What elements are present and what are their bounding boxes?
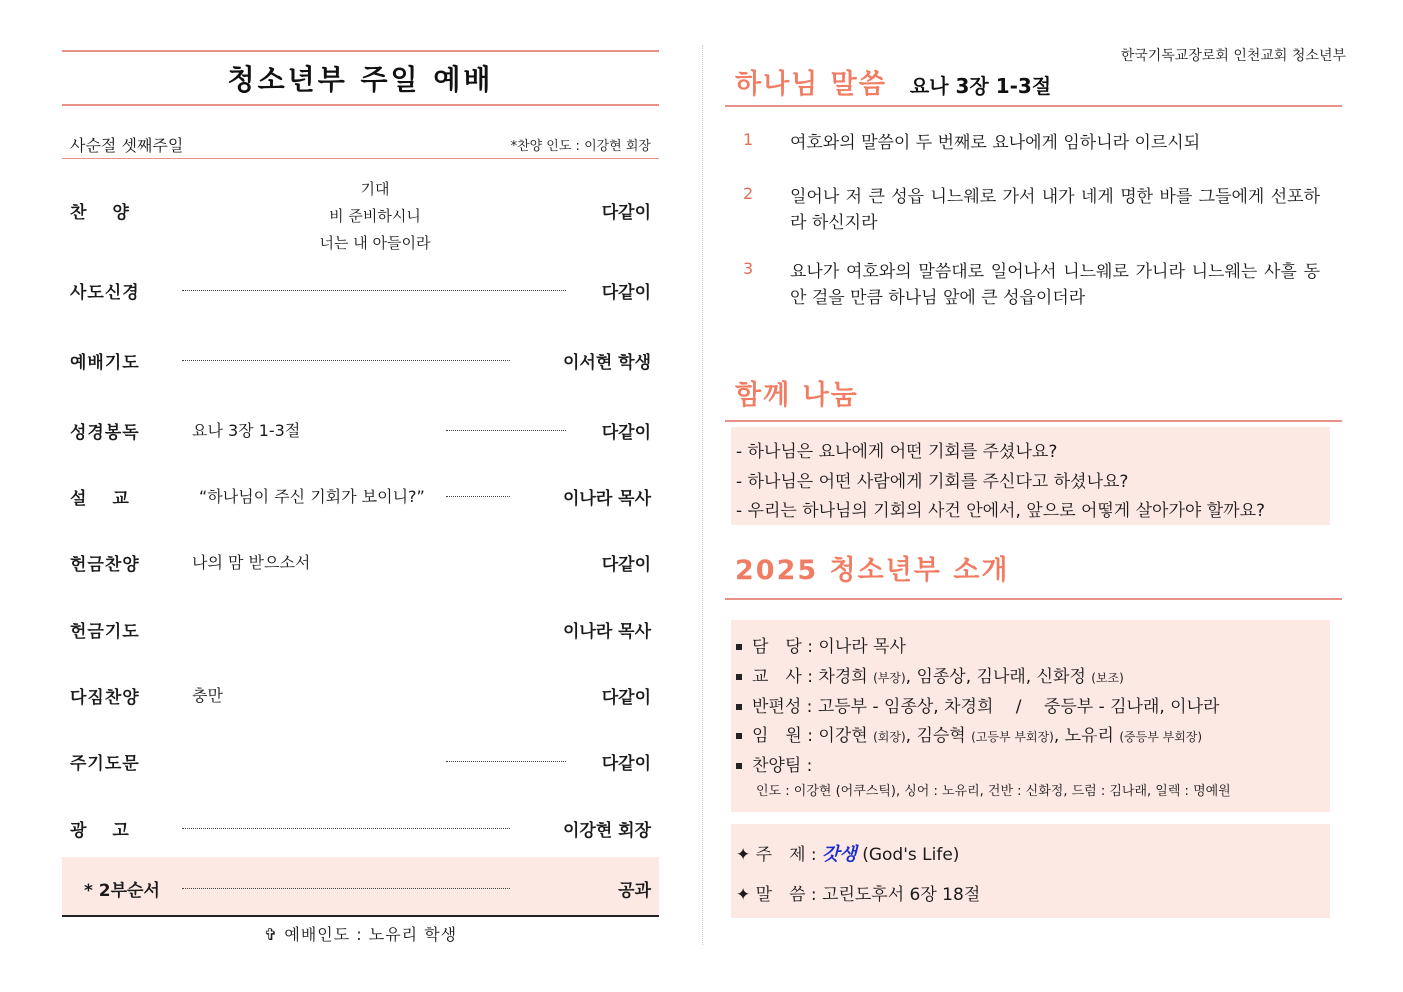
word-section-heading <box>735 62 1051 101</box>
theme-english: (God's Life) <box>856 845 960 865</box>
order-row <box>62 542 659 582</box>
hymn-item: 기대 <box>360 180 390 198</box>
order-label: 성경봉독 <box>70 423 140 443</box>
dotted-leader <box>182 360 510 361</box>
intro-note: (고등부 부회장) <box>971 730 1054 744</box>
intro-pastor <box>736 632 906 657</box>
order-leader: 이강현 회장 <box>562 821 651 841</box>
order-content: 충만 <box>192 686 223 705</box>
bulletin-title: 청소년부 주일 예배 <box>227 63 494 96</box>
verse-number: 3 <box>743 259 754 278</box>
dotted-leader <box>446 430 566 431</box>
intro-note: (보조) <box>1091 671 1124 685</box>
dotted-leader <box>182 290 566 291</box>
intro-value: 고등부 - 임종상, 차경희 / 중등부 - 김나래, 이나라 <box>817 697 1220 717</box>
share-title: 함께 나눔 <box>735 380 859 411</box>
order-leader: 다같이 <box>601 423 651 443</box>
dotted-leader <box>182 888 510 889</box>
bullet-icon <box>736 674 742 680</box>
order-leader: 이서현 학생 <box>562 353 651 373</box>
intro-value: 이강현 <box>818 726 868 746</box>
intro-title: 2025 청소년부 소개 <box>735 555 1010 586</box>
order-leader: 이나라 목사 <box>562 489 651 509</box>
sermon-title: “하나님이 주신 기회가 보이니?” <box>199 487 425 506</box>
week-label: 사순절 셋째주일 <box>70 136 184 155</box>
section-rule <box>725 598 1342 600</box>
question-item: - 우리는 하나님의 기회의 사건 안에서, 앞으로 어떻게 살아가야 할까요? <box>736 501 1266 521</box>
bullet-icon <box>736 733 742 739</box>
praise-team-members: 인도 : 이강현 (어쿠스틱), 싱어 : 노유리, 건반 : 신화정, 드럼 : 김나래, 일렉 : 명예원 <box>756 784 1231 799</box>
part2-leader: 공과 <box>618 881 651 901</box>
order-leader: 이나라 목사 <box>562 622 651 642</box>
hymn-item: 비 준비하시니 <box>329 207 421 225</box>
theme-verse-label: ✦ 말 씀 : <box>736 885 823 905</box>
intro-value: 이나라 목사 <box>818 637 906 657</box>
intro-label: 교 사 : <box>752 667 819 687</box>
dotted-leader <box>446 496 510 497</box>
intro-label: 담 당 : <box>752 637 819 657</box>
hymn-item: 너는 내 아들이라 <box>319 234 431 252</box>
bullet-icon <box>736 644 742 650</box>
order-row <box>62 741 659 781</box>
order-leader: 다같이 <box>601 283 651 303</box>
order-leader: 다같이 <box>601 203 651 223</box>
order-leader: 다같이 <box>601 688 651 708</box>
theme-verse-row <box>736 880 980 905</box>
verse-text: 여호와의 말씀이 두 번째로 요나에게 임하니라 이르시되 <box>790 133 1201 153</box>
word-title: 하나님 말씀 <box>735 69 887 100</box>
order-label: 광 고 <box>70 821 130 841</box>
verse-number: 2 <box>743 184 754 203</box>
order-label: 설 교 <box>70 489 130 509</box>
intro-value: , 임종상, 김나래, 신화정 <box>905 667 1086 687</box>
intro-teachers <box>736 662 1124 687</box>
order-content: 나의 맘 받으소서 <box>192 553 311 572</box>
worship-leader: ✞ 예배인도 : 노유리 학생 <box>263 925 458 944</box>
question-item: - 하나님은 어떤 사람에게 기회를 주신다고 하셨나요? <box>736 472 1129 492</box>
section-rule <box>725 105 1342 107</box>
share-questions-box <box>731 427 1330 525</box>
order-label: 예배기도 <box>70 353 140 373</box>
order-label: 주기도문 <box>70 754 140 774</box>
verse-text: 요나가 여호와의 말씀대로 일어나서 니느웨로 가니라 니느웨는 사흘 동안 걸을 만큼 하나님 앞에 큰 성읍이더라 <box>790 262 1320 308</box>
hymn-list <box>240 176 510 257</box>
intro-note: (부장) <box>873 671 906 685</box>
order-label: 헌금기도 <box>70 622 140 642</box>
intro-value: 차경희 <box>818 667 868 687</box>
part2-row <box>62 857 659 917</box>
order-leader: 다같이 <box>601 555 651 575</box>
word-ref: 요나 3장 1-3절 <box>909 74 1052 98</box>
intro-value: , 노유리 <box>1053 726 1114 746</box>
bullet-icon <box>736 763 742 769</box>
intro-label: 반편성 : <box>752 697 818 717</box>
intro-note: (회장) <box>873 730 906 744</box>
intro-label: 찬양팀 : <box>752 756 813 776</box>
intro-classes <box>736 692 1219 717</box>
dotted-leader <box>182 828 510 829</box>
verse-number: 1 <box>743 130 754 149</box>
intro-praise-team <box>736 751 812 776</box>
order-content: 요나 3장 1-3절 <box>192 421 301 440</box>
intro-note: (중등부 부회장) <box>1119 730 1203 744</box>
church-name: 한국기독교장로회 인천교회 청소년부 <box>1120 48 1346 64</box>
page-divider <box>702 45 703 945</box>
order-row <box>62 270 659 310</box>
order-row <box>62 675 659 715</box>
question-item: - 하나님은 요나에게 어떤 기회를 주셨나요? <box>736 442 1058 462</box>
order-row <box>62 340 659 380</box>
subheader-row <box>62 130 659 159</box>
order-label: 찬 양 <box>70 203 130 223</box>
bulletin-title-box <box>62 50 659 106</box>
order-row <box>62 476 659 516</box>
section-rule <box>725 420 1342 422</box>
order-label: 헌금찬양 <box>70 555 140 575</box>
intro-label: 임 원 : <box>752 726 819 746</box>
intro-value: , 김승혁 <box>905 726 966 746</box>
praise-leader: *찬양 인도 : 이강현 회장 <box>510 139 651 154</box>
order-row <box>62 410 659 450</box>
order-row <box>62 808 659 848</box>
part2-label: * 2부순서 <box>84 881 160 901</box>
order-label: 다짐찬양 <box>70 688 140 708</box>
bullet-icon <box>736 704 742 710</box>
dotted-leader <box>446 761 566 762</box>
order-leader: 다같이 <box>601 754 651 774</box>
order-row <box>62 609 659 649</box>
order-label: 사도신경 <box>70 283 140 303</box>
verse-text: 일어나 저 큰 성읍 니느웨로 가서 내가 네게 명한 바를 그들에게 선포하라 하신지라 <box>790 187 1320 233</box>
theme-box <box>731 824 1330 918</box>
theme-verse-value: 고린도후서 6장 18절 <box>822 885 981 905</box>
theme-row <box>736 840 959 866</box>
theme-label: ✦ 주 제 : <box>736 845 823 865</box>
intro-officers <box>736 721 1202 746</box>
intro-box <box>731 620 1330 812</box>
theme-value: 갓생 <box>822 844 857 865</box>
